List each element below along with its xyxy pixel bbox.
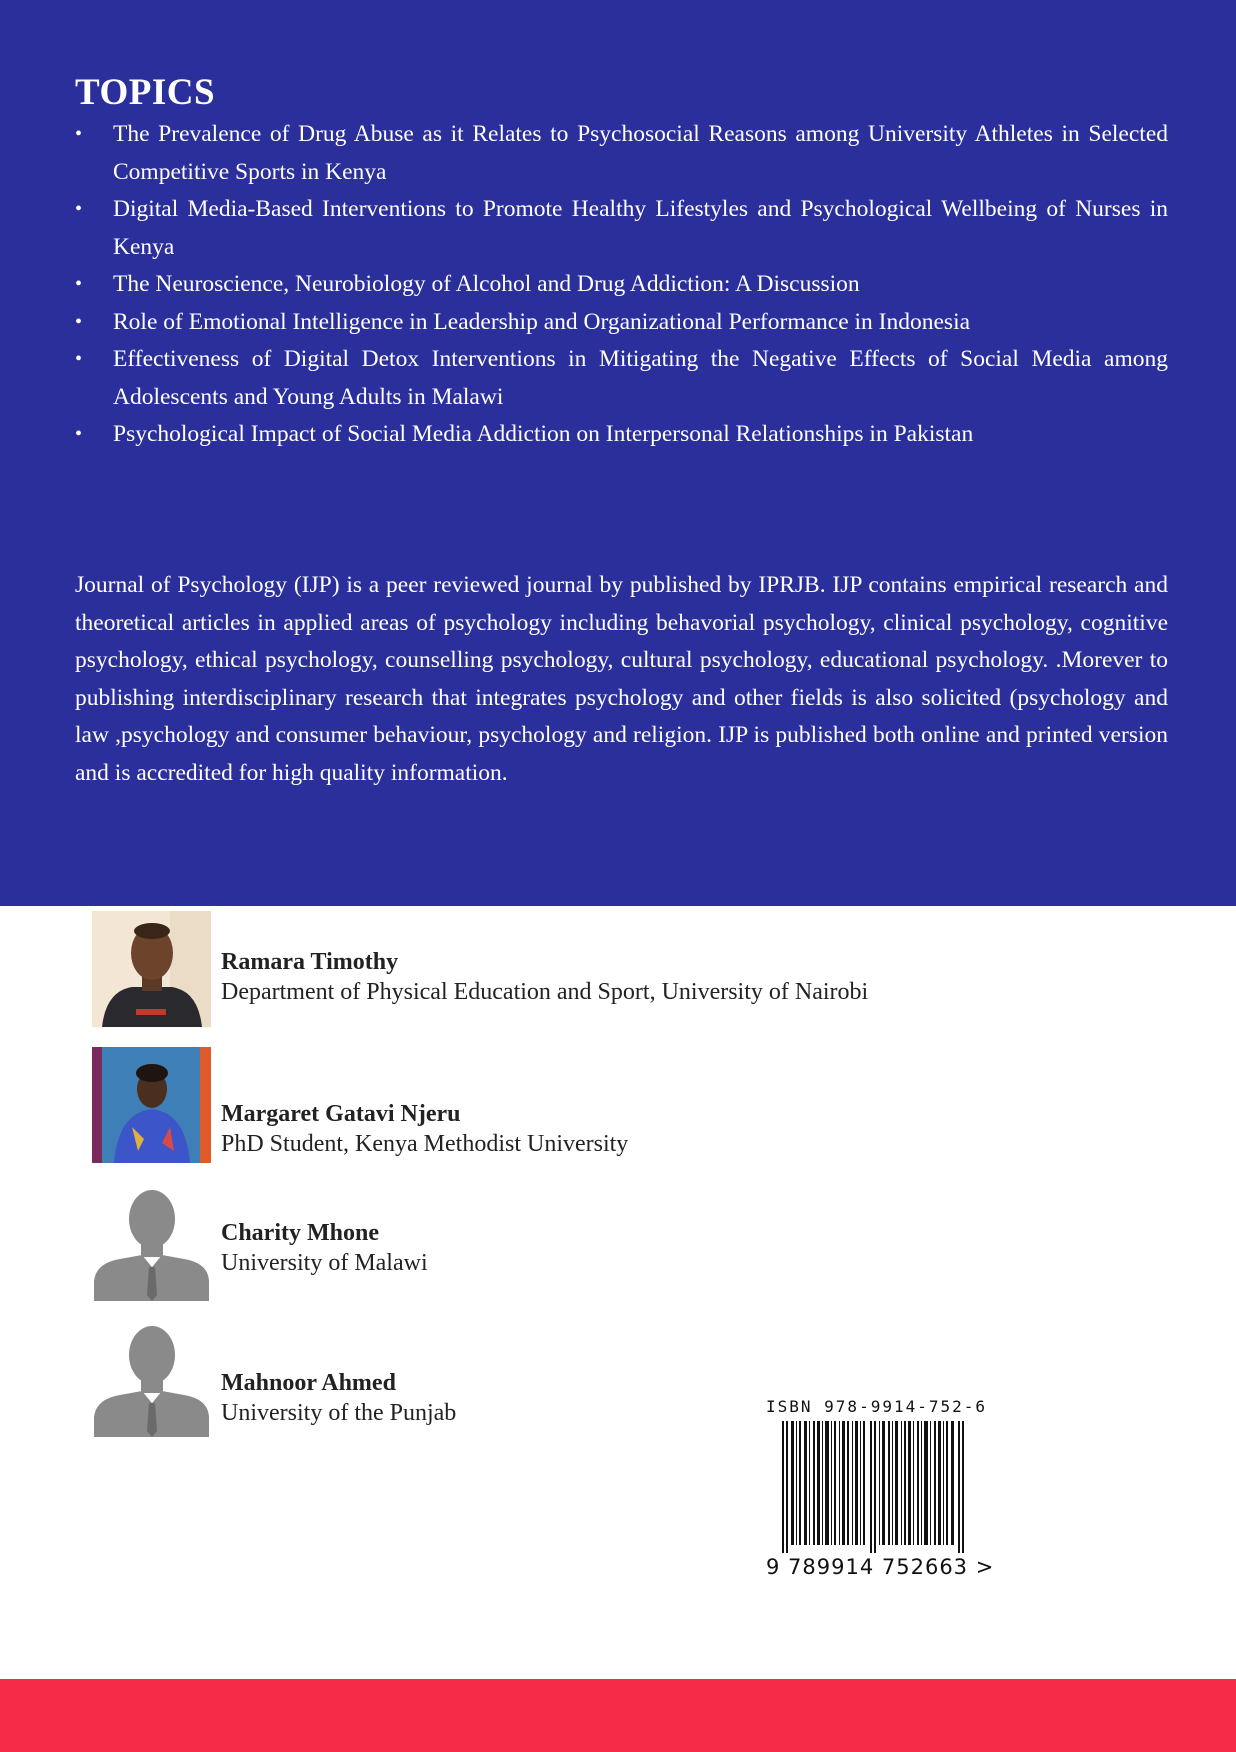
- isbn-label: ISBN 978-9914-752-6: [766, 1397, 988, 1416]
- author-affiliation: University of Malawi: [221, 1250, 428, 1276]
- barcode-digits: 9 789914 752663 >: [766, 1555, 995, 1579]
- author-affiliation: Department of Physical Education and Sport, University of Nairobi: [221, 979, 869, 1005]
- bullet-icon: •: [75, 123, 83, 145]
- bullet-icon: •: [75, 198, 83, 220]
- barcode-icon: [782, 1421, 978, 1553]
- topics-heading: TOPICS: [75, 72, 216, 113]
- author-photo: [92, 911, 211, 1027]
- author-affiliation: PhD Student, Kenya Methodist University: [221, 1131, 629, 1157]
- person-silhouette-icon: [92, 1321, 211, 1437]
- journal-description: Journal of Psychology (IJP) is a peer reviewed journal by published by IPRJB. IJP contains empirical research and theoretical articles in applied areas of psychology including behavorial psychology, clinical psychology, cognitive psychology, ethical psychology, counselling psychology, cultural psychology, educational psychology. .Morever to publishing interdisciplinary research that integrates psychology and other fields is also solicited (psychology and law ,psychology and consumer behaviour, psychology and religion. IJP is published both online and printed version and is accredited for high quality information.: [75, 572, 1168, 786]
- topics-list: [75, 116, 1168, 454]
- topic-item: • Digital Media-Based Interventions to Promote Healthy Lifestyles and Psychological Wellbeing of Nurses in Kenya: [75, 191, 1168, 266]
- topic-item: • Effectiveness of Digital Detox Interventions in Mitigating the Negative Effects of Social Media among Adolescents and Young Adults in Malawi: [75, 341, 1168, 416]
- bullet-icon: •: [75, 348, 83, 370]
- author-name: Ramara Timothy: [221, 949, 399, 975]
- author-card: [92, 911, 892, 1027]
- person-silhouette-icon: [92, 1185, 211, 1301]
- bullet-icon: •: [75, 310, 83, 333]
- author-photo: [92, 1047, 211, 1163]
- bullet-icon: •: [75, 273, 83, 295]
- topic-item: • Role of Emotional Intelligence in Leadership and Organizational Performance in Indonesia: [75, 304, 1168, 342]
- author-affiliation: University of the Punjab: [221, 1400, 457, 1426]
- topic-item: • The Neuroscience, Neurobiology of Alcohol and Drug Addiction: A Discussion: [75, 266, 1168, 304]
- topic-item: • The Prevalence of Drug Abuse as it Relates to Psychosocial Reasons among University Athletes in Selected Competitive Sports in Kenya: [75, 116, 1168, 191]
- author-card: [92, 1047, 892, 1163]
- bullet-icon: •: [75, 423, 83, 445]
- topic-item: • Psychological Impact of Social Media Addiction on Interpersonal Relationships in Pakistan: [75, 416, 1168, 454]
- author-name: Charity Mhone: [221, 1220, 379, 1246]
- bottom-accent-bar: [0, 1679, 1236, 1752]
- isbn-barcode-block: [762, 1397, 995, 1587]
- author-card: [92, 1185, 892, 1301]
- author-name: Margaret Gatavi Njeru: [221, 1101, 461, 1127]
- author-name: Mahnoor Ahmed: [221, 1370, 396, 1396]
